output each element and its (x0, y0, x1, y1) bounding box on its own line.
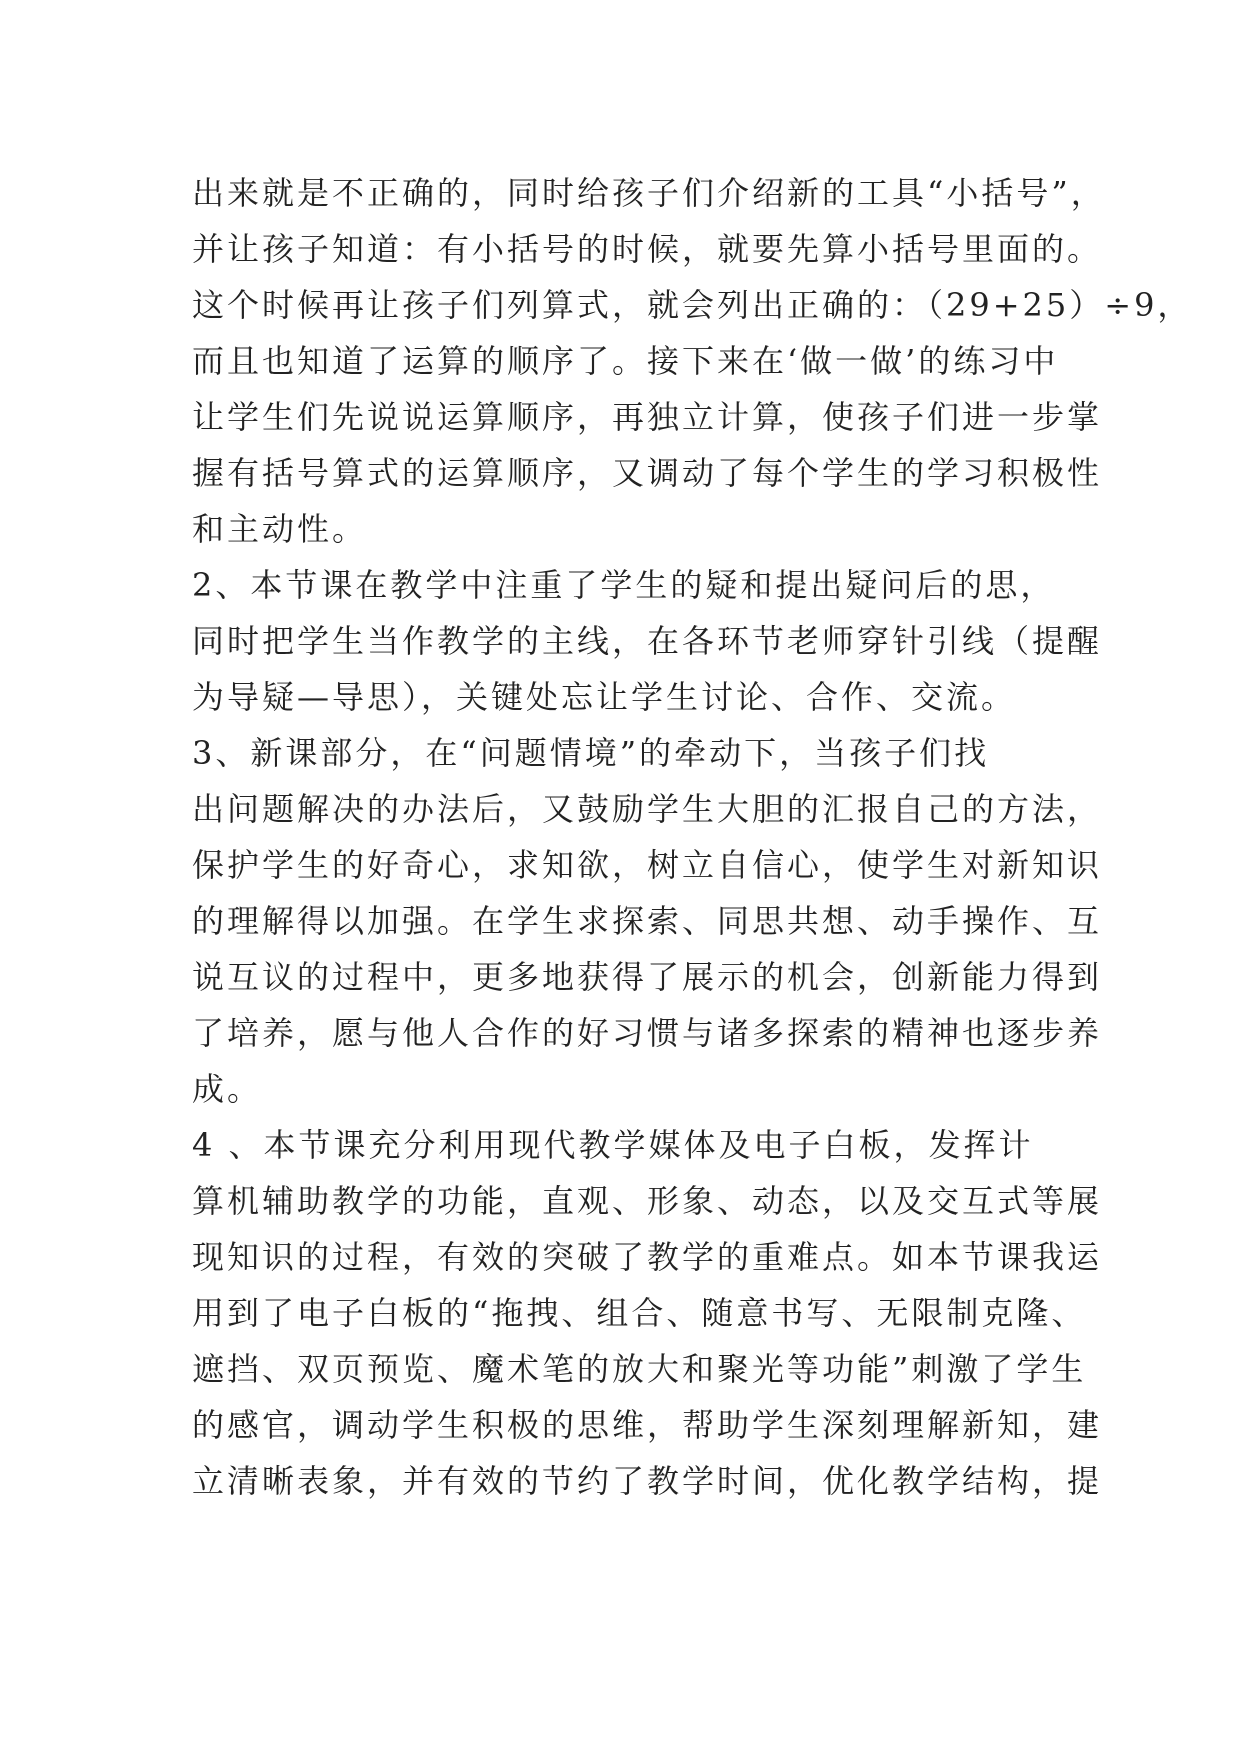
text-line: 出来就是不正确的，同时给孩子们介绍新的工具“小括号”， (192, 174, 1106, 212)
text-line: 的感官，调动学生积极的思维，帮助学生深刻理解新知，建 (192, 1406, 1103, 1444)
text-line: 说互议的过程中，更多地获得了展示的机会，创新能力得到 (192, 958, 1103, 996)
text-line: 这个时候再让孩子们列算式，就会列出正确的：（29+25）÷9， (192, 286, 1193, 324)
text-line: 用到了电子白板的“拖拽、组合、随意书写、无限制克隆、 (192, 1294, 1087, 1332)
text-line: 让学生们先说说运算顺序，再独立计算，使孩子们进一步掌 (192, 398, 1103, 436)
text-line: 和主动性。 (192, 510, 368, 548)
body-text (192, 165, 1193, 1509)
text-line: 同时把学生当作教学的主线，在各环节老师穿针引线（提醒 (192, 622, 1103, 660)
text-line: 2、本节课在教学中注重了学生的疑和提出疑问后的思， (192, 566, 1056, 604)
text-line: 4 、本节课充分利用现代教学媒体及电子白板，发挥计 (192, 1126, 1034, 1164)
text-line: 而且也知道了运算的顺序了。接下来在‘做一做’的练习中 (192, 342, 1059, 380)
text-line: 保护学生的好奇心，求知欲，树立自信心，使学生对新知识 (192, 846, 1103, 884)
text-line: 现知识的过程，有效的突破了教学的重难点。如本节课我运 (192, 1238, 1103, 1276)
text-line: 成。 (192, 1070, 263, 1108)
text-line: 握有括号算式的运算顺序，又调动了每个学生的学习积极性 (192, 454, 1103, 492)
text-line: 出问题解决的办法后，又鼓励学生大胆的汇报自己的方法， (192, 790, 1103, 828)
text-line: 并让孩子知道：有小括号的时候，就要先算小括号里面的。 (192, 230, 1103, 268)
text-line: 的理解得以加强。在学生求探索、同思共想、动手操作、互 (192, 902, 1103, 940)
text-line: 为导疑—导思），关键处忘让学生讨论、合作、交流。 (192, 678, 1017, 716)
text-line: 算机辅助教学的功能，直观、形象、动态，以及交互式等展 (192, 1182, 1103, 1220)
text-line: 了培养，愿与他人合作的好习惯与诸多探索的精神也逐步养 (192, 1014, 1103, 1052)
text-line: 遮挡、双页预览、魔术笔的放大和聚光等功能”刺激了学生 (192, 1350, 1087, 1388)
text-line: 立清晰表象，并有效的节约了教学时间，优化教学结构，提 (192, 1462, 1103, 1500)
text-line: 3、新课部分，在“问题情境”的牵动下，当孩子们找 (192, 734, 990, 772)
